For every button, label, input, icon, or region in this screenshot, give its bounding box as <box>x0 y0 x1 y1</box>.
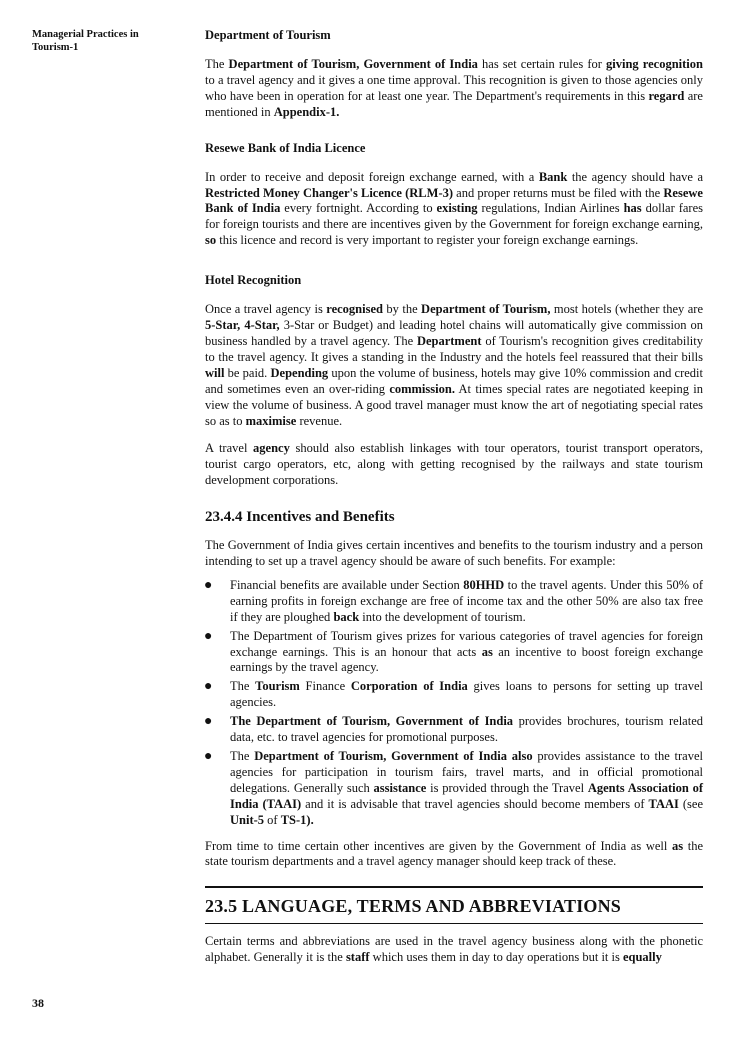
page-number: 38 <box>32 996 44 1010</box>
list-item: ● The Tourism Finance Corporation of India gives loans to persons for setting up travel agencies. <box>204 679 703 710</box>
heading-incentives-and-benefits: 23.4.4 Incentives and Benefits <box>205 509 395 526</box>
paragraph-language-terms: Certain terms and abbreviations are used in the travel agency business along with the phonetic alphabet. Generally it is the staff which uses them in day to day operations but it is equally <box>205 934 703 965</box>
bullet-icon: ● <box>204 749 213 764</box>
list-item: ● The Department of Tourism gives prizes for various categories of travel agencies for foreign exchange earnings. This is an honour that acts as an incentive to boost foreign exchange earnings by the travel agency. <box>204 628 703 675</box>
heading-rbi-licence: Resewe Bank of India Licence <box>205 140 366 155</box>
section-rule-bottom <box>205 923 703 924</box>
heading-language-terms-abbreviations: 23.5 LANGUAGE, TERMS AND ABBREVIATIONS <box>205 896 622 917</box>
heading-department-of-tourism: Department of Tourism <box>205 28 331 42</box>
bullet-icon: ● <box>204 628 213 644</box>
bullet-icon: ● <box>204 577 213 593</box>
incentives-list <box>205 578 703 829</box>
paragraph-rbi-licence: In order to receive and deposit foreign exchange earned, with a Bank the agency should have a Restricted Money Changer's Licence (RLM-3) and proper returns must be filed with the Resewe Bank of India every fortnight. According to existing regulations, Indian Airlines has dollar fares for foreign tourists and there are incentives given by the Government for foreign exchange earning, so this licence and record is very important to register your foreign exchange earnings. <box>205 169 704 248</box>
main-content <box>205 28 703 978</box>
heading-hotel-recognition: Hotel Recognition <box>205 273 302 288</box>
list-item: ● The Department of Tourism, Government of India provides brochures, tourism related data, etc. to travel agencies for promotional purposes. <box>204 714 703 745</box>
list-item: ● The Department of Tourism, Government of India also provides assistance to the travel agencies for participation in tourism fairs, travel marts, and in official promotional delegations. Generally such assistance is provided through the Travel Agents Association of India (TAAI) and it is advisable that travel agencies should become members of TAAI (see Unit-5 of TS-1). <box>204 749 704 827</box>
running-head: Managerial Practices in Tourism-1 <box>32 29 139 53</box>
bullet-icon: ● <box>204 714 213 730</box>
paragraph-incentives-closing: From time to time certain other incentives are given by the Government of India as well as the state tourism departments and a travel agency manager should keep track of these. <box>205 838 703 869</box>
paragraph-department-of-tourism: The Department of Tourism, Government of India has set certain rules for giving recognition to a travel agency and it gives a one time approval. This recognition is given to those agencies only who have been in operation for at least one year. The Department's requirements in this regard are mentioned in Appendix-1. <box>205 57 703 119</box>
bullet-icon: ● <box>204 679 213 695</box>
paragraph-hotel-recognition: Once a travel agency is recognised by the Department of Tourism, most hotels (whether they are 5-Star, 4-Star, 3-Star or Budget) and leading hotel chains will automatically give commission on business handled by a travel agency. The Department of Tourism's recognition gives creditability to the travel agency. It gives a standing in the Industry and the hotels feel reassured that their bills will be paid. Depending upon the volume of business, hotels may give 10% commission and credit and sometimes even an over-riding commission. At times special rates are negotiated keeping in view the volume of business. A good travel manager must know the art of negotiating special rates so as to maximise revenue. <box>205 302 704 428</box>
paragraph-travel-agency-linkages: A travel agency should also establish linkages with tour operators, tourist transport operators, tourist cargo operators, etc, along with getting recognised by the railways and state tourism development corporations. <box>205 441 703 488</box>
paragraph-incentives-intro: The Government of India gives certain incentives and benefits to the tourism industry and a person intending to set up a travel agency should be aware of such benefits. For example: <box>205 538 703 569</box>
list-item: ● Financial benefits are available under Section 80HHD to the travel agents. Under this 50% of earning profits in foreign exchange are free of income tax and the other 50% are also tax free if they are ploughed back into the development of tourism. <box>204 577 703 624</box>
